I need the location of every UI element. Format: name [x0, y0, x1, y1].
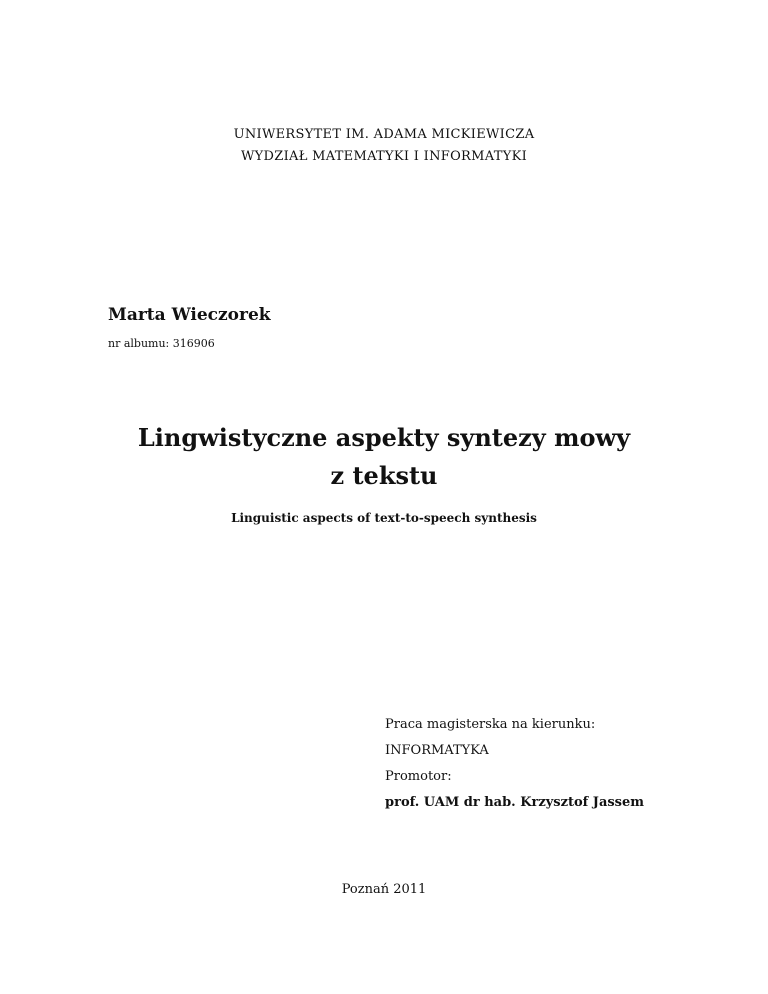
field-of-study: INFORMATYKA — [385, 743, 489, 758]
thesis-subtitle: Linguistic aspects of text-to-speech synthesis — [231, 511, 537, 525]
place-and-year: Poznań 2011 — [341, 882, 427, 897]
university-name: UNIWERSYTET IM. ADAMA MICKIEWICZA — [233, 127, 535, 142]
author-name: Marta Wieczorek — [108, 305, 271, 325]
institution-header — [0, 124, 768, 168]
thesis-info — [385, 712, 644, 816]
promotor-label: Promotor: — [385, 769, 452, 784]
thesis-type-label: Praca magisterska na kierunku: — [385, 717, 596, 732]
thesis-title-line-2: z tekstu — [330, 461, 438, 490]
thesis-title-line-1: Lingwistyczne aspekty syntezy mowy — [137, 423, 631, 452]
thesis-title — [0, 419, 768, 495]
album-number: nr albumu: 316906 — [108, 337, 215, 350]
faculty-name: WYDZIAŁ MATEMATYKI I INFORMATYKI — [240, 149, 528, 164]
promotor-name: prof. UAM dr hab. Krzysztof Jassem — [385, 795, 645, 810]
